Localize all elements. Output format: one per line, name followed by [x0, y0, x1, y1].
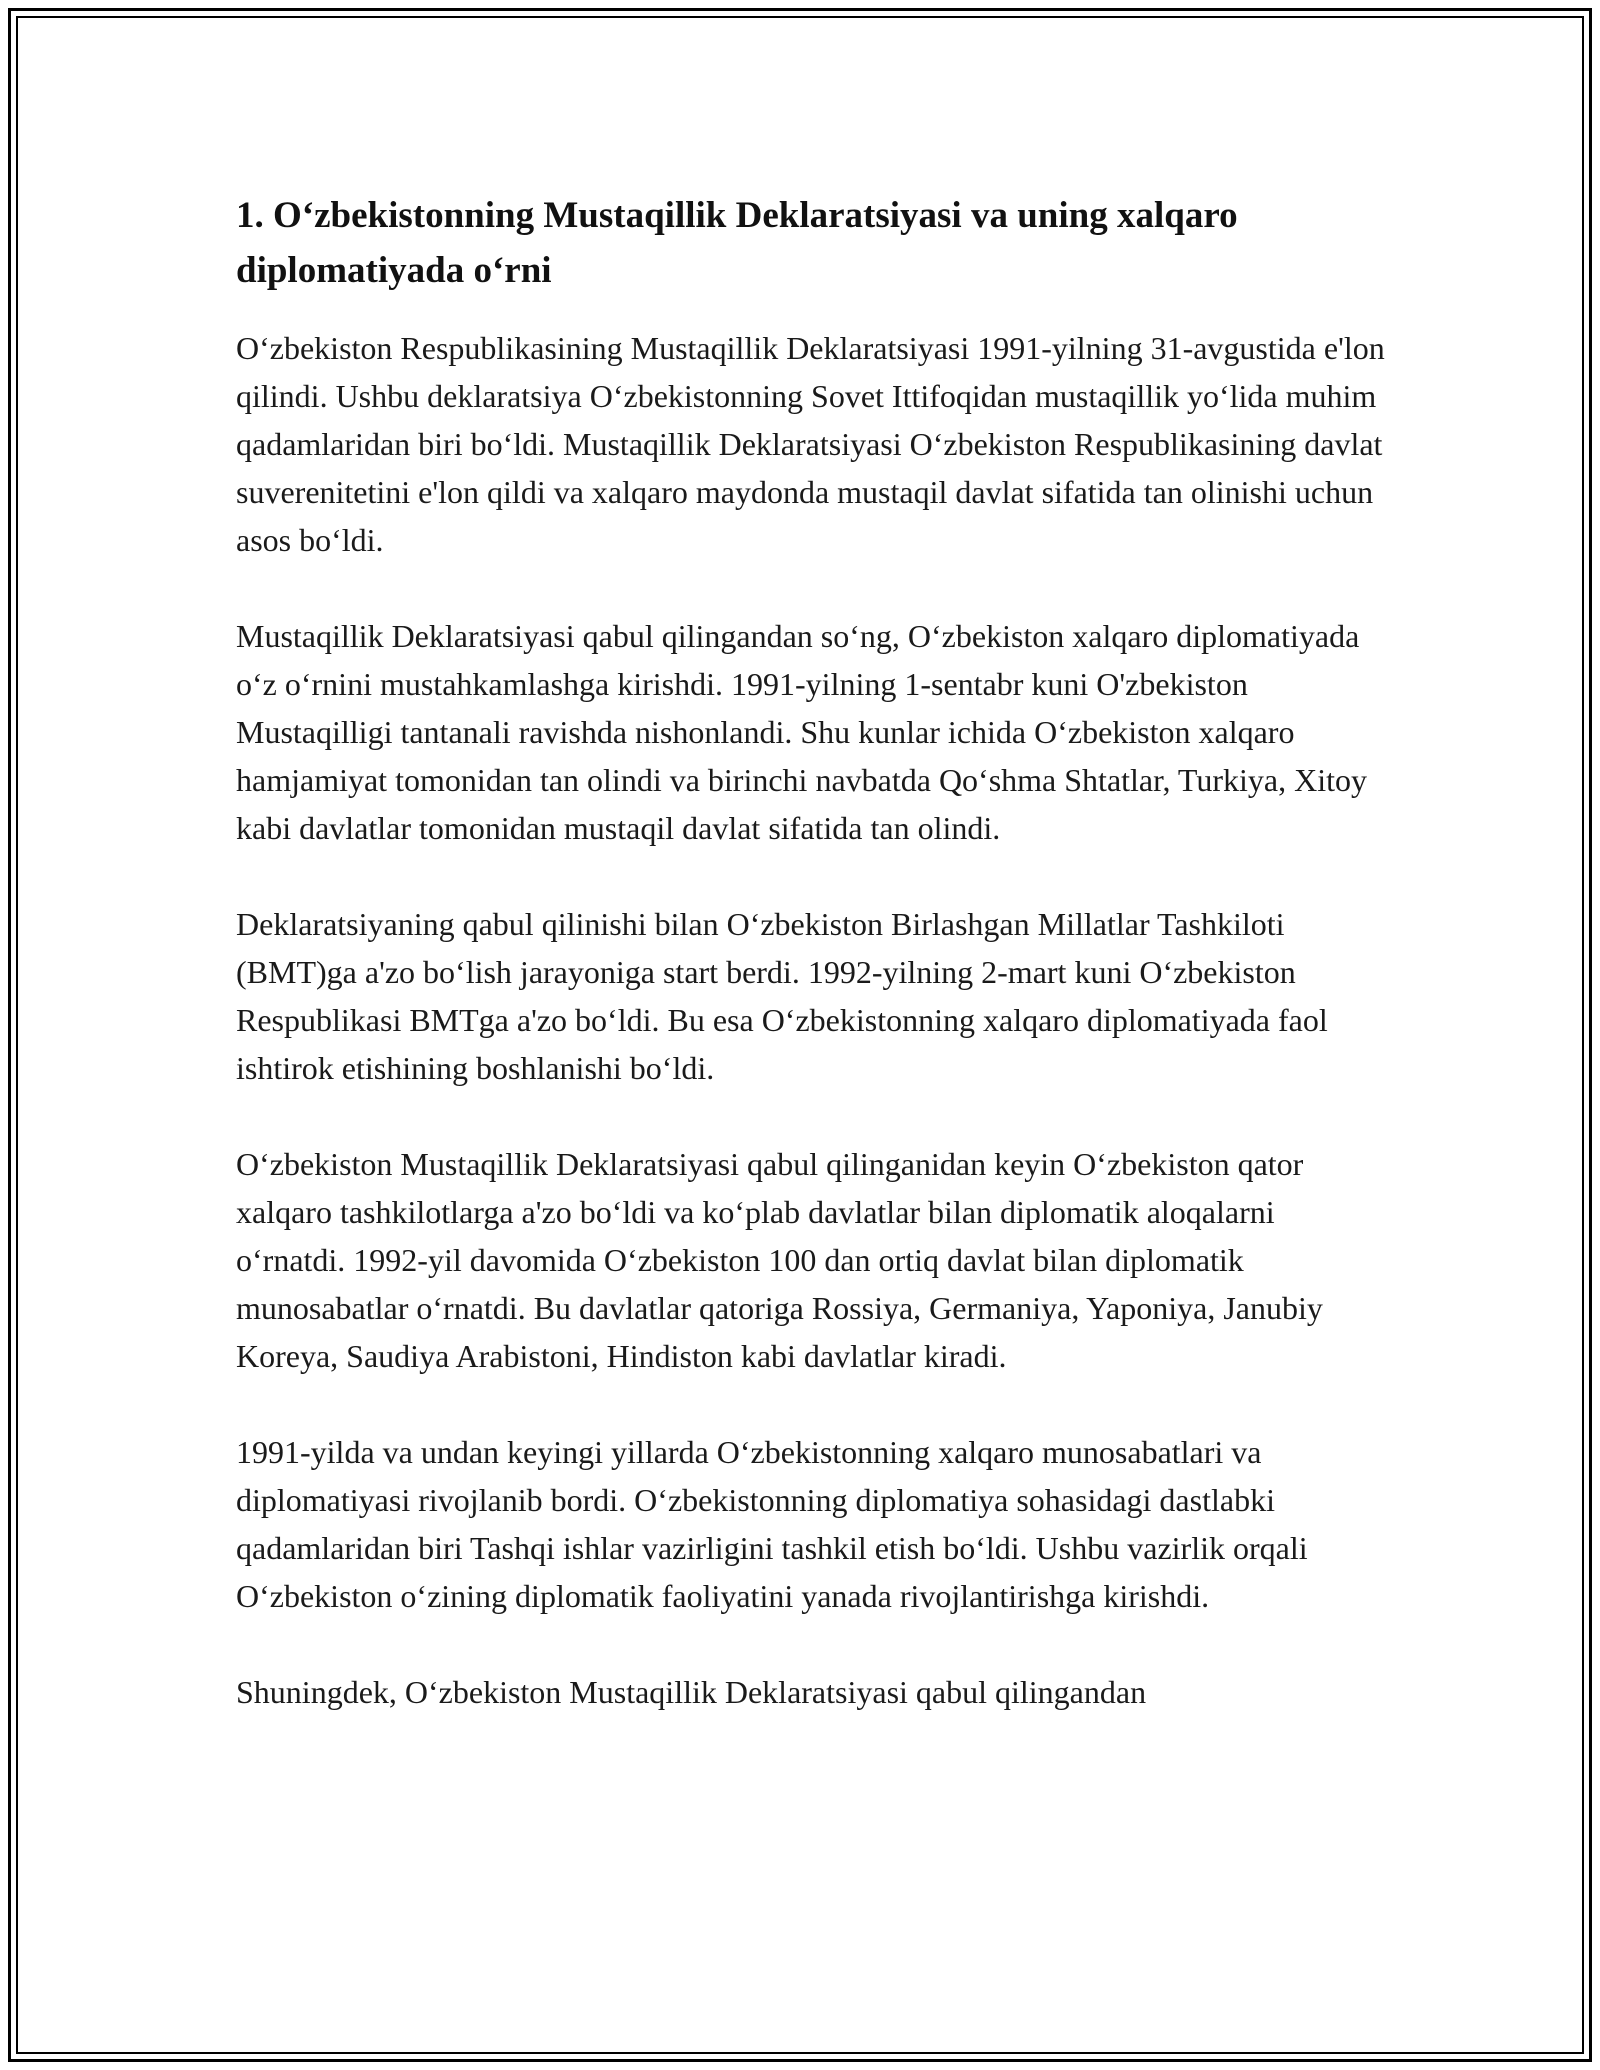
- document-body: [236, 188, 1386, 1764]
- paragraph-3: Deklaratsiyaning qabul qilinishi bilan O‘zbekiston Birlashgan Millatlar Tashkiloti (BMT)ga a'zo bo‘lish jarayoniga start berdi. 1992-yilning 2-mart kuni O‘zbekiston Respublikasi BMTga a'zo bo‘ldi. Bu esa O‘zbekistonning xalqaro diplomatiyada faol ishtirok etishining boshlanishi bo‘ldi.: [236, 906, 1328, 1086]
- paragraph-6: Shuningdek, O‘zbekiston Mustaqillik Deklaratsiyasi qabul qilingandan: [236, 1674, 1147, 1710]
- paragraph-1: O‘zbekiston Respublikasining Mustaqillik Deklaratsiyasi 1991-yilning 31-avgustida e'lon qilindi. Ushbu deklaratsiya O‘zbekistonning Sovet Ittifoqidan mustaqillik yo‘lida muhim qadamlaridan biri bo‘ldi. Mustaqillik Deklaratsiyasi O‘zbekiston Respublikasining davlat suverenitetini e'lon qildi va xalqaro maydonda mustaqil davlat sifatida tan olinishi uchun asos bo‘ldi.: [236, 330, 1385, 558]
- paragraph-5: 1991-yilda va undan keyingi yillarda O‘zbekistonning xalqaro munosabatlari va diplomatiyasi rivojlanib bordi. O‘zbekistonning diplomatiya sohasidagi dastlabki qadamlaridan biri Tashqi ishlar vazirligini tashkil etish bo‘ldi. Ushbu vazirlik orqali O‘zbekiston o‘zining diplomatik faoliyatini yanada rivojlantirishga kirishdi.: [236, 1434, 1308, 1614]
- paragraph-4: O‘zbekiston Mustaqillik Deklaratsiyasi qabul qilinganidan keyin O‘zbekiston qator xalqaro tashkilotlarga a'zo bo‘ldi va ko‘plab davlatlar bilan diplomatik aloqalarni o‘rnatdi. 1992-yil davomida O‘zbekiston 100 dan ortiq davlat bilan diplomatik munosabatlar o‘rnatdi. Bu davlatlar qatoriga Rossiya, Germaniya, Yaponiya, Janubiy Koreya, Saudiya Arabistoni, Hindiston kabi davlatlar kiradi.: [236, 1146, 1323, 1374]
- section-title: 1. O‘zbekistonning Mustaqillik Deklaratsiyasi va uning xalqaro diplomatiyada o‘rni: [236, 195, 1238, 291]
- paragraph-2: Mustaqillik Deklaratsiyasi qabul qilingandan so‘ng, O‘zbekiston xalqaro diplomatiyada o‘z o‘rnini mustahkamlashga kirishdi. 1991-yilning 1-sentabr kuni O'zbekiston Mustaqilligi tantanali ravishda nishonlandi. Shu kunlar ichida O‘zbekiston xalqaro hamjamiyat tomonidan tan olindi va birinchi navbatda Qo‘shma Shtatlar, Turkiya, Xitoy kabi davlatlar tomonidan mustaqil davlat sifatida tan olindi.: [236, 618, 1367, 846]
